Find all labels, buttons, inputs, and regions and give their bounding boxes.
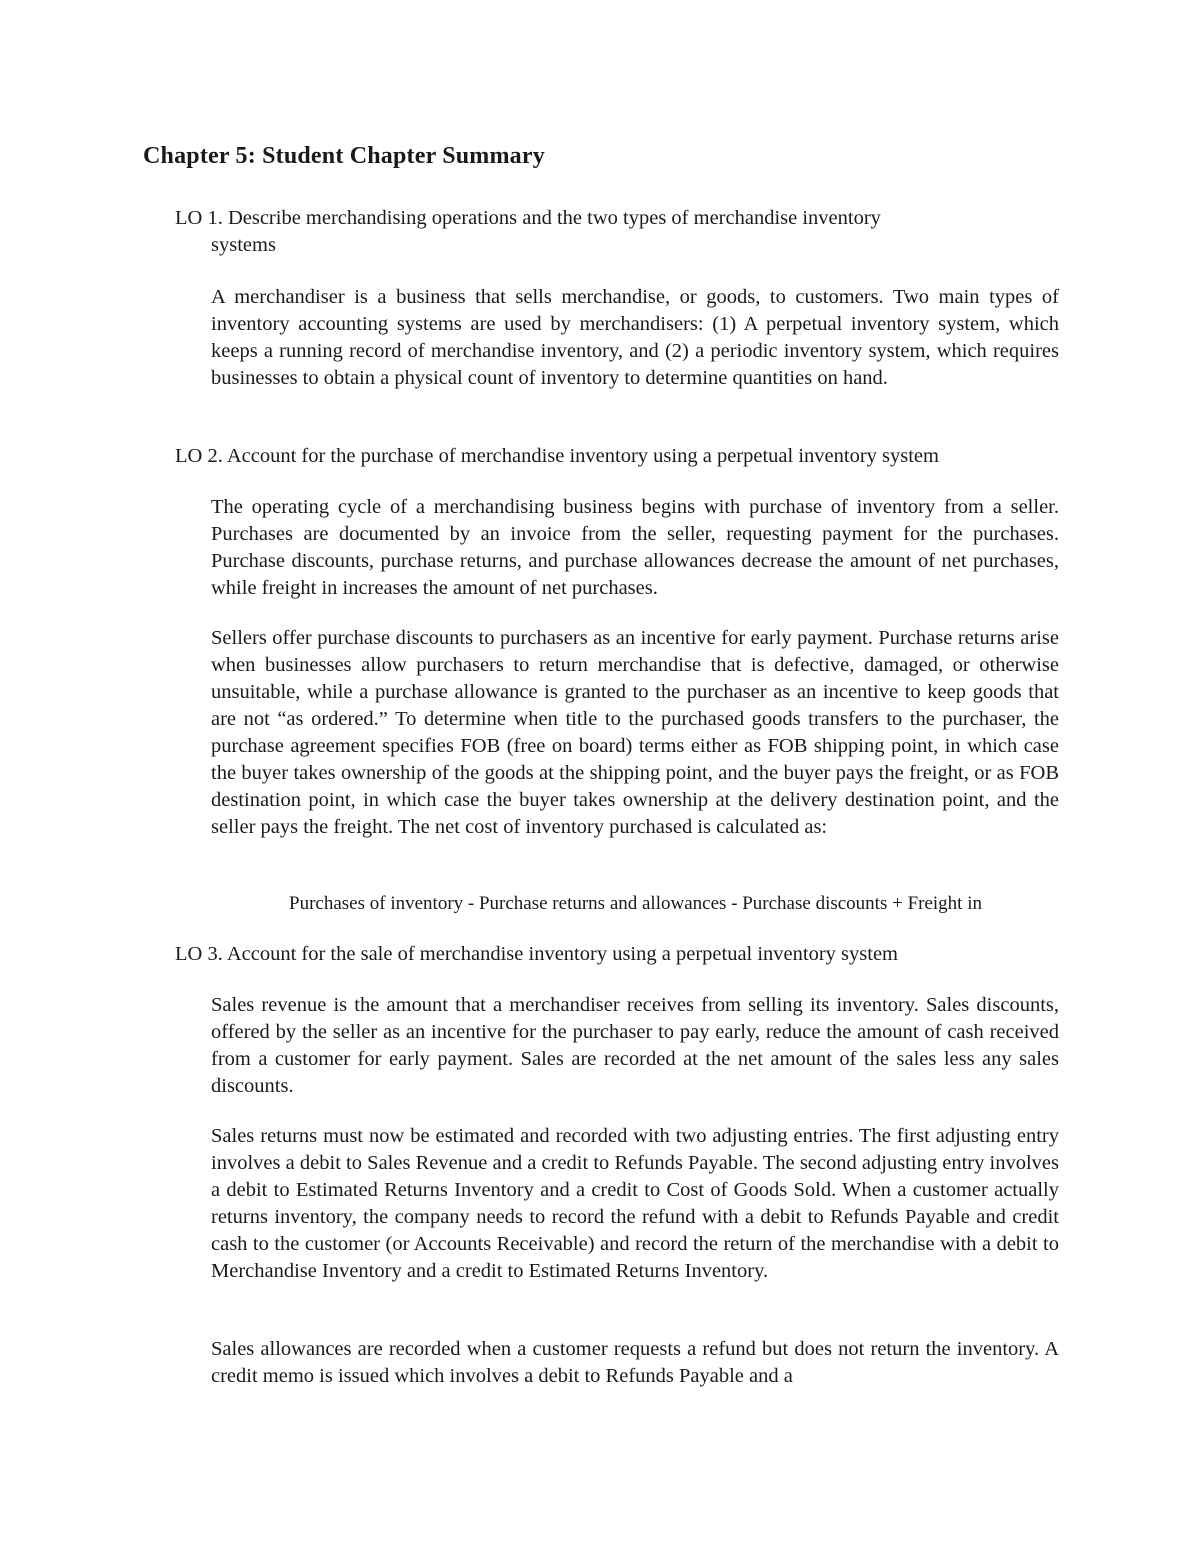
lo2-paragraph-1: The operating cycle of a merchandising business begins with purchase of inventory from a seller. Purchases are documented by an invoice from the seller, requesting payment for the purchases. Purchase discounts, purchase returns, and purchase allowances decrease the amount of net purchases, while freight in increases the amount of net purchases. [211,496,1059,599]
lo1-heading [175,205,1065,259]
lo3-paragraph-3: Sales allowances are recorded when a customer requests a refund but does not return the inventory. A credit memo is issued which involves a debit to Refunds Payable and a [211,1338,1059,1387]
net-cost-formula: Purchases of inventory - Purchase returns and allowances - Purchase discounts + Freight in [289,893,982,914]
lo2-paragraph-2: Sellers offer purchase discounts to purchasers as an incentive for early payment. Purchase returns arise when businesses allow purchasers to return merchandise that is defective, damaged, or otherwise unsuitable, while a purchase allowance is granted to the purchaser as an incentive to keep goods that are not “as ordered.” To determine when title to the purchased goods transfers to the purchaser, the purchase agreement specifies FOB (free on board) terms either as FOB shipping point, in which case the buyer takes ownership of the goods at the shipping point, and the buyer pays the freight, or as FOB destination point, in which case the buyer takes ownership at the delivery destination point, and the seller pays the freight. The net cost of inventory purchased is calculated as: [211,627,1059,838]
lo3-paragraph-2: Sales returns must now be estimated and recorded with two adjusting entries. The first adjusting entry involves a debit to Sales Revenue and a credit to Refunds Payable. The second adjusting entry involves a debit to Estimated Returns Inventory and a credit to Cost of Goods Sold. When a customer actually returns inventory, the company needs to record the refund with a debit to Refunds Payable and credit cash to the customer (or Accounts Receivable) and record the return of the merchandise with a debit to Merchandise Inventory and a credit to Estimated Returns Inventory. [211,1125,1059,1282]
lo3-heading: LO 3. Account for the sale of merchandise inventory using a perpetual inventory system [175,943,898,965]
lo3-paragraph-1: Sales revenue is the amount that a merchandiser receives from selling its inventory. Sales discounts, offered by the seller as an incentive for the purchaser to pay early, reduce the amount of cash received from a customer for early payment. Sales are recorded at the net amount of the sales less any sales discounts. [211,994,1059,1097]
lo2-heading: LO 2. Account for the purchase of merchandise inventory using a perpetual inventory system [175,445,939,467]
lo1-heading-line1: LO 1. Describe merchandising operations and the two types of merchandise inventory [175,207,881,229]
lo1-paragraph: A merchandiser is a business that sells merchandise, or goods, to customers. Two main types of inventory accounting systems are used by merchandisers: (1) A perpetual inventory system, which keeps a running record of merchandise inventory, and (2) a periodic inventory system, which requires businesses to obtain a physical count of inventory to determine quantities on hand. [211,286,1059,389]
lo1-heading-line2: systems [211,234,276,256]
page-title: Chapter 5: Student Chapter Summary [143,143,545,169]
